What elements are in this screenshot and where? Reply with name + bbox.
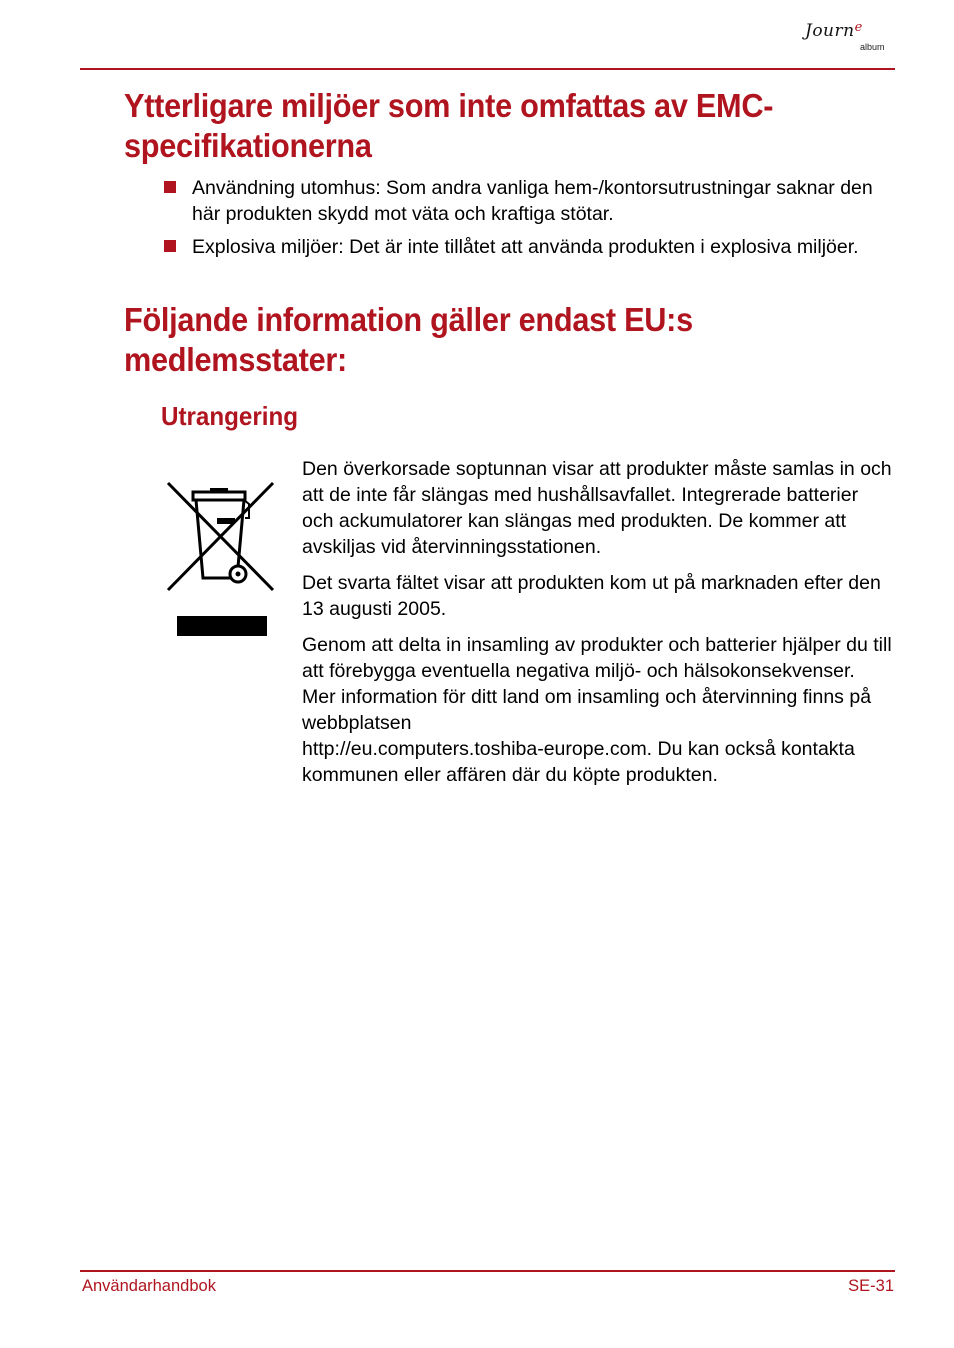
list-item xyxy=(161,234,891,260)
list-item xyxy=(161,175,891,227)
website-link-sentence: http://eu.computers.toshiba-europe.com. Du kan också kontakta kommunen eller affären där du köpte produkten. xyxy=(302,738,855,786)
footer-manual-title: Användarhandbok xyxy=(82,1277,216,1295)
bullet-list xyxy=(161,175,891,267)
section-heading-emc: Ytterligare miljöer som inte omfattas av EMC-specifikationerna xyxy=(124,87,774,164)
paragraph: Den överkorsade soptunnan visar att produkter måste samlas in och att de inte får slängas med hushållsavfallet. Integrerade batterier och ackumulatorer kan slängas med produkten. De kommer att avskiljas vid återvinningsstationen. xyxy=(302,458,892,558)
logo-subtitle: album xyxy=(860,42,885,52)
header-rule xyxy=(80,68,895,70)
bullet-square-icon xyxy=(164,181,176,193)
info-sentence: Mer information för ditt land om insamling och återvinning finns på webbplatsen xyxy=(302,686,872,734)
bullet-text: Användning utomhus: Som andra vanliga hem-/kontorsutrustningar saknar den här produkten skydd mot väta och kraftiga stötar. xyxy=(192,177,873,225)
paragraph: Genom att delta in insamling av produkter och batterier hjälper du till att förebygga eventuella negativa miljö- och hälsokonsekvenser. xyxy=(302,634,892,682)
bullet-square-icon xyxy=(164,240,176,252)
logo-script: Journ$^e$ xyxy=(805,20,863,41)
footer-rule xyxy=(80,1270,895,1272)
disposal-text xyxy=(302,456,892,788)
journe-album-logo xyxy=(805,20,900,60)
paragraph: Det svarta fältet visar att produkten kom ut på marknaden efter den 13 augusti 2005. xyxy=(302,572,881,620)
bullet-text: Explosiva miljöer: Det är inte tillåtet att använda produkten i explosiva miljöer. xyxy=(192,236,859,258)
crossed-out-wheelie-bin-icon xyxy=(165,478,277,640)
page-number: SE-31 xyxy=(848,1277,894,1295)
subheading-utrangering: Utrangering xyxy=(161,401,299,431)
section-heading-eu: Följande information gäller endast EU:s medlemsstater: xyxy=(124,301,693,378)
paragraph xyxy=(302,684,892,788)
